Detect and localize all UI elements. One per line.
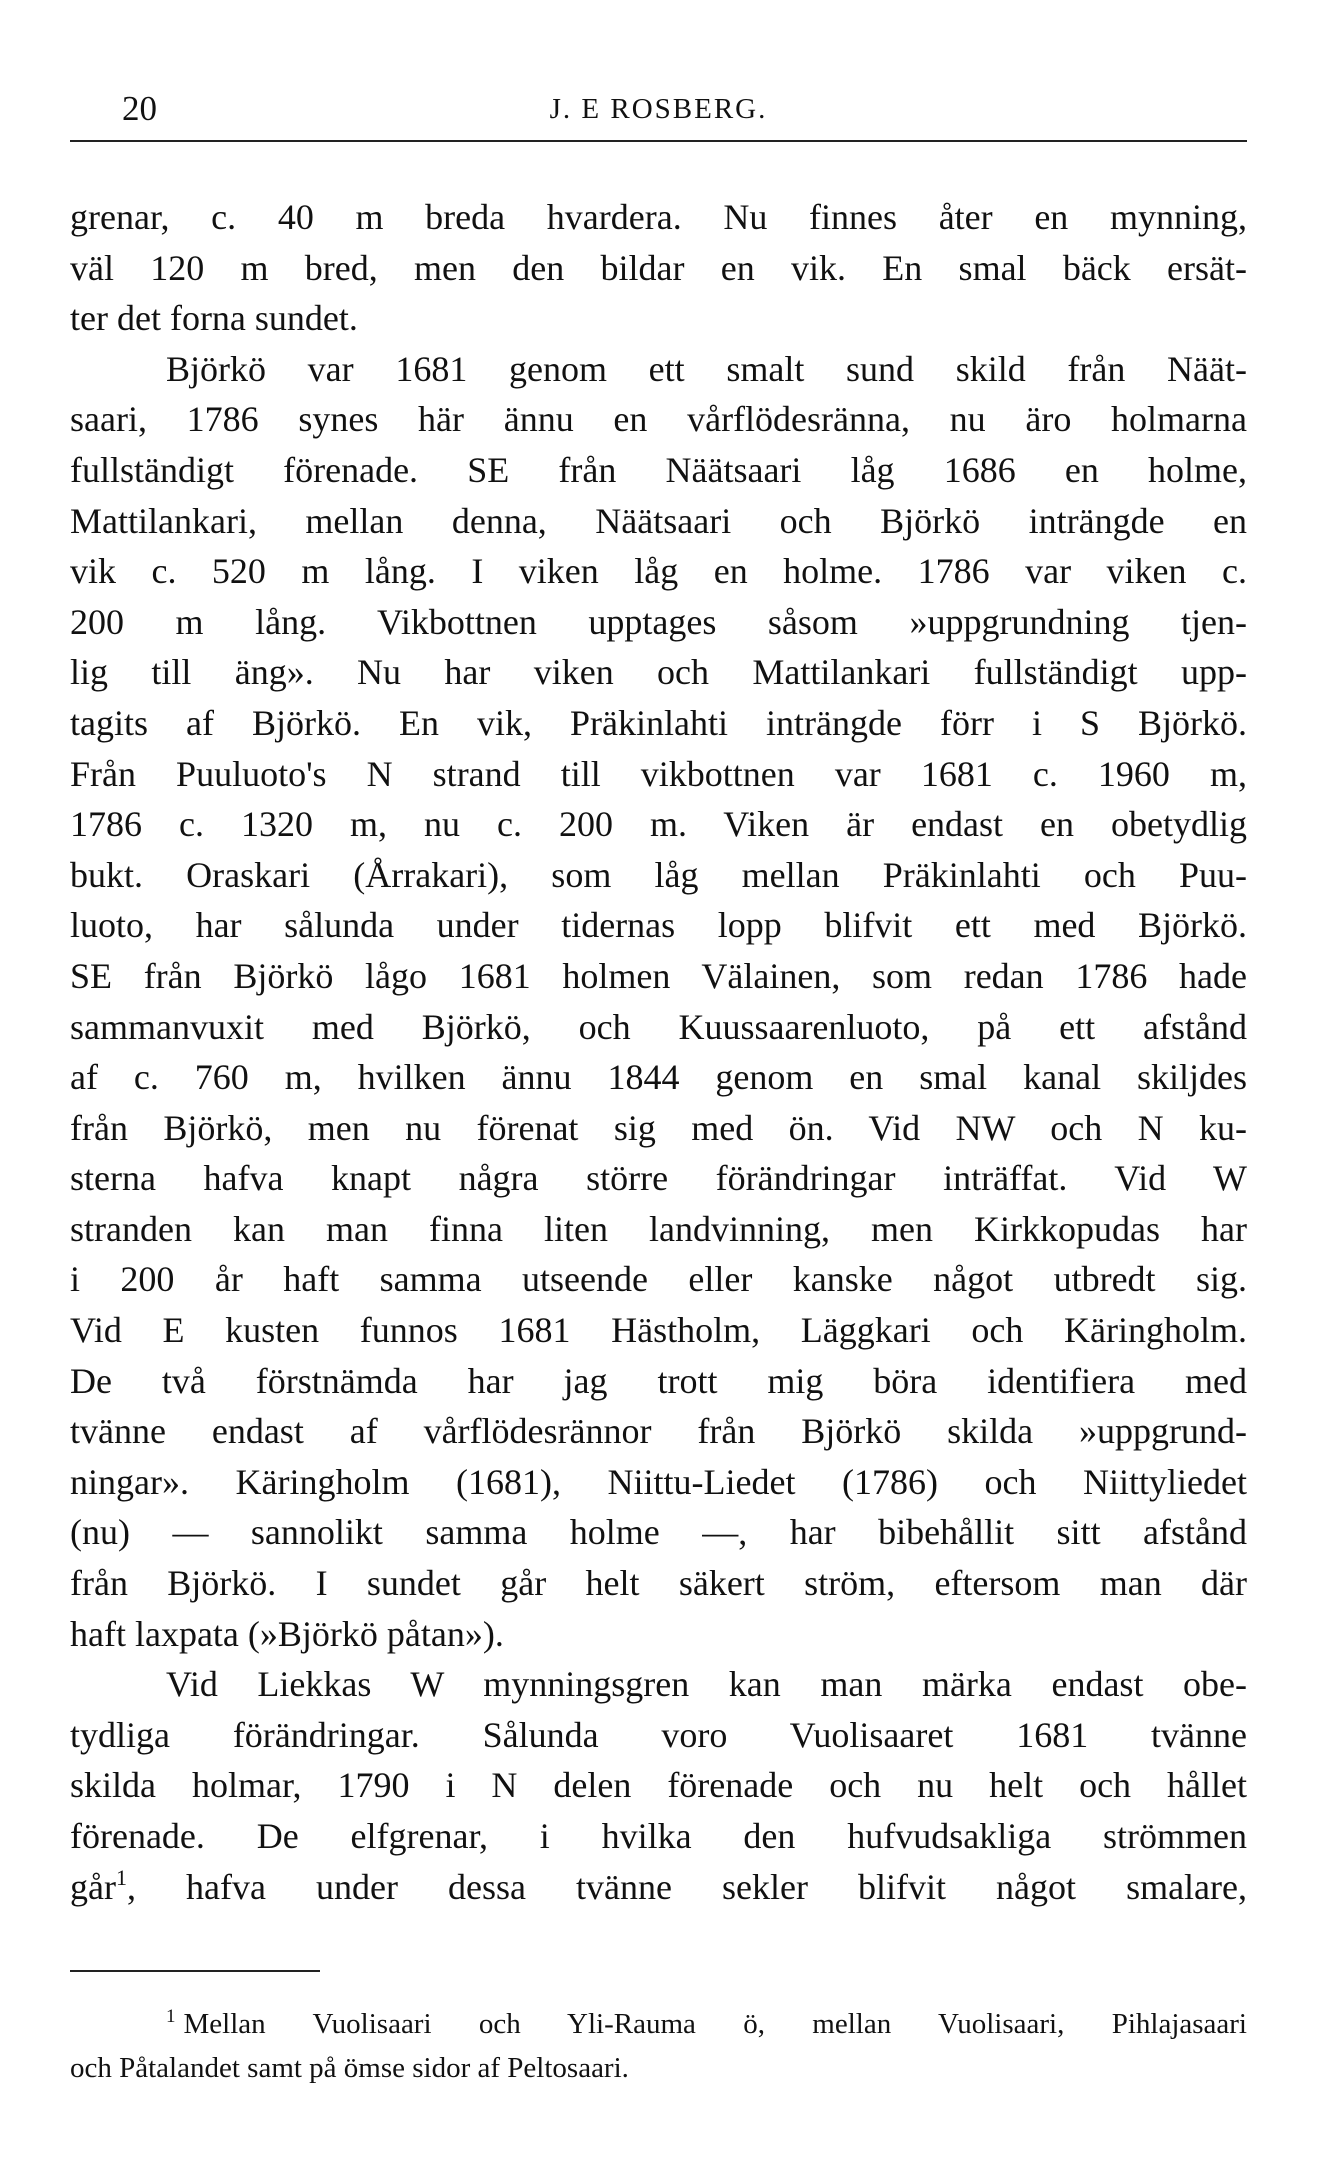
text-line: ter det forna sundet. (70, 298, 358, 339)
text-line: från Björkö, men nu förenat sig med ön. Vid NW och N ku- (70, 1107, 1247, 1148)
text-line: i 200 år haft samma utseende eller kanske något utbredt sig. (70, 1259, 1247, 1300)
page-header (70, 86, 1247, 132)
footnote-text: Mellan Vuolisaari och Yli-Rauma ö, mellan Vuolisaari, Pihlajasaari (183, 2008, 1247, 2040)
text-line: Mattilankari, mellan denna, Näätsaari och Björkö inträngde en (70, 500, 1247, 541)
text-line: 200 m lång. Vikbottnen upptages såsom »uppgrundning tjen- (70, 601, 1247, 642)
text-line: tydliga förändringar. Sålunda voro Vuolisaaret 1681 tvänne (70, 1714, 1247, 1755)
text-line: af c. 760 m, hvilken ännu 1844 genom en smal kanal skiljdes (70, 1057, 1247, 1098)
text-line: grenar, c. 40 m breda hvardera. Nu finnes åter en mynning, (70, 197, 1247, 237)
text-line: tagits af Björkö. En vik, Präkinlahti inträngde förr i S Björkö. (70, 702, 1247, 743)
text-line: bukt. Oraskari (Årrakari), som låg mellan Präkinlahti och Puu- (70, 854, 1247, 895)
text-line: saari, 1786 synes här ännu en vårflödesränna, nu äro holmarna (70, 399, 1247, 440)
footnotes (70, 2002, 1247, 2090)
text-line: SE från Björkö lågo 1681 holmen Välainen, som redan 1786 hade (70, 955, 1247, 996)
text-line: vik c. 520 m lång. I viken låg en holme. 1786 var viken c. (70, 551, 1247, 592)
text-fragment: går (70, 1866, 116, 1907)
text-line: sammanvuxit med Björkö, och Kuussaarenluoto, på ett afstånd (70, 1006, 1247, 1047)
text-line: från Björkö. I sundet går helt säkert ström, eftersom man där (70, 1563, 1247, 1604)
footnote-line: och Påtalandet samt på ömse sidor af Peltosaari. (70, 2052, 629, 2084)
header-rule (70, 140, 1247, 142)
text-line: 1786 c. 1320 m, nu c. 200 m. Viken är endast en obetydlig (70, 804, 1247, 845)
body-text (70, 192, 1247, 1912)
text-line: Vid Liekkas W mynningsgren kan man märka endast obe- (166, 1664, 1247, 1705)
text-line: stranden kan man finna liten landvinning, men Kirkkopudas har (70, 1208, 1247, 1249)
footnote-reference: 1 (115, 1864, 127, 1890)
text-line: (nu) — sannolikt samma holme —, har bibehållit sitt afstånd (70, 1512, 1247, 1553)
text-line: förenade. De elfgrenar, i hvilka den hufvudsakliga strömmen (70, 1816, 1247, 1856)
text-line: Vid E kusten funnos 1681 Hästholm, Läggkari och Käringholm. (70, 1310, 1247, 1351)
footnote-rule (70, 1970, 320, 1972)
text-line: Björkö var 1681 genom ett smalt sund skild från Näät- (166, 348, 1247, 389)
text-line: luoto, har sålunda under tidernas lopp blifvit ett med Björkö. (70, 905, 1247, 946)
text-fragment: , hafva under dessa tvänne sekler blifvit något smalare, (126, 1866, 1247, 1907)
text-line: ningar». Käringholm (1681), Niittu-Liedet (1786) och Niittyliedet (70, 1461, 1247, 1502)
text-line: tvänne endast af vårflödesrännor från Björkö skilda »uppgrund- (70, 1411, 1247, 1452)
text-line: sterna hafva knapt några större förändringar inträffat. Vid W (70, 1158, 1247, 1199)
text-line: fullständigt förenade. SE från Näätsaari låg 1686 en holme, (70, 449, 1247, 490)
text-line: Från Puuluoto's N strand till vikbottnen var 1681 c. 1960 m, (70, 753, 1247, 794)
text-line: lig till äng». Nu har viken och Mattilankari fullständigt upp- (70, 652, 1247, 693)
text-line-with-footnote-ref (70, 1862, 1247, 1913)
footnote-marker: 1 (166, 2006, 176, 2027)
text-line: De två förstnämda har jag trott mig böra identifiera med (70, 1360, 1247, 1401)
page-number: 20 (122, 89, 157, 128)
text-line: skilda holmar, 1790 i N delen förenade och nu helt och hållet (70, 1765, 1247, 1806)
text-line: haft laxpata (»Björkö påtan»). (70, 1613, 504, 1654)
text-line: väl 120 m bred, men den bildar en vik. En smal bäck ersät- (70, 247, 1247, 288)
footnote-line (70, 2002, 1247, 2046)
running-head: J. E ROSBERG. (549, 93, 768, 125)
